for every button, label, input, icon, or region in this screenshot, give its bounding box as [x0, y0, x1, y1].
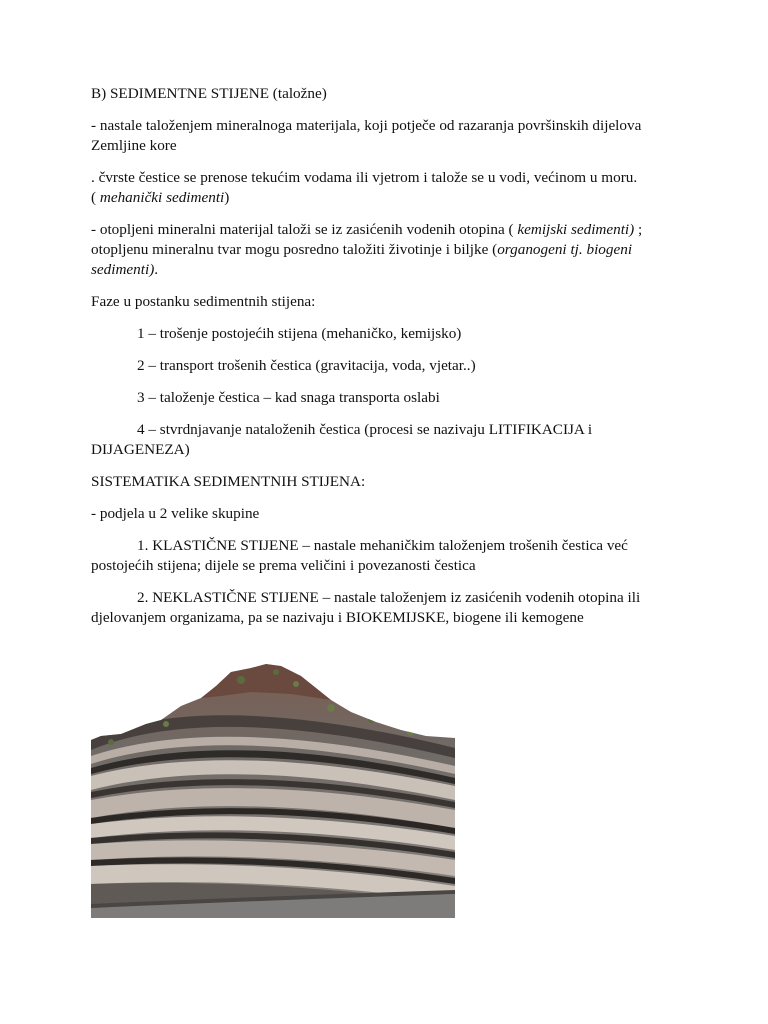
phase-item: 1 – trošenje postojećih stijena (mehaničko, kemijsko) — [137, 325, 462, 342]
paragraph-chemical — [91, 220, 671, 280]
systematics-subtitle: - podjela u 2 velike skupine — [91, 505, 260, 522]
sedimentary-rock-photo — [91, 658, 455, 918]
term-organogenic-sediments: organogeni tj. biogeni sedimenti) — [91, 241, 633, 278]
term-mechanical-sediments: mehanički sedimenti — [99, 189, 225, 206]
paragraph-chemical-text-c: . — [154, 261, 159, 278]
phase-item: 3 – taloženje čestica – kad snaga transporta oslabi — [137, 389, 440, 406]
paren-close: ) — [224, 189, 230, 206]
paren-open: ( — [91, 189, 100, 206]
paragraph-mechanical — [91, 168, 671, 208]
group-nonclastic: 2. NEKLASTIČNE STIJENE – nastale taloženjem iz zasićenih vodenih otopina ili djelovanjem organizama, pa se nazivaju i BIOKEMIJSKE, biogene ili kemogene — [91, 589, 641, 626]
paragraph-origin: - nastale taloženjem mineralnoga materijala, koji potječe od razaranja površinskih dijelova Zemljine kore — [91, 117, 642, 154]
paragraph-chemical-text-b: ; otopljenu mineralnu tvar mogu posredno taložiti životinje i biljke ( — [91, 221, 643, 258]
term-chemical-sediments: kemijski sedimenti) — [517, 221, 635, 238]
systematics-title: SISTEMATIKA SEDIMENTNIH STIJENA: — [91, 473, 366, 490]
paragraph-mechanical-text: . čvrste čestice se prenose tekućim vodama ili vjetrom i talože se u vodi, većinom u moru. — [91, 169, 638, 186]
phases-title: Faze u postanku sedimentnih stijena: — [91, 293, 316, 310]
phase-item: 2 – transport trošenih čestica (gravitacija, voda, vjetar..) — [137, 357, 476, 374]
document-body — [91, 84, 671, 640]
paragraph-chemical-text-a: - otopljeni mineralni materijal taloži se iz zasićenih vodenih otopina ( — [91, 221, 518, 238]
section-heading: B) SEDIMENTNE STIJENE (taložne) — [91, 85, 327, 102]
group-clastic: 1. KLASTIČNE STIJENE – nastale mehaničkim taloženjem trošenih čestica već postojećih stijena; dijele se prema veličini i povezanosti čestica — [91, 537, 628, 574]
phase-item: 4 – stvrdnjavanje nataloženih čestica (procesi se nazivaju LITIFIKACIJA i DIJAGENEZA) — [91, 421, 593, 458]
